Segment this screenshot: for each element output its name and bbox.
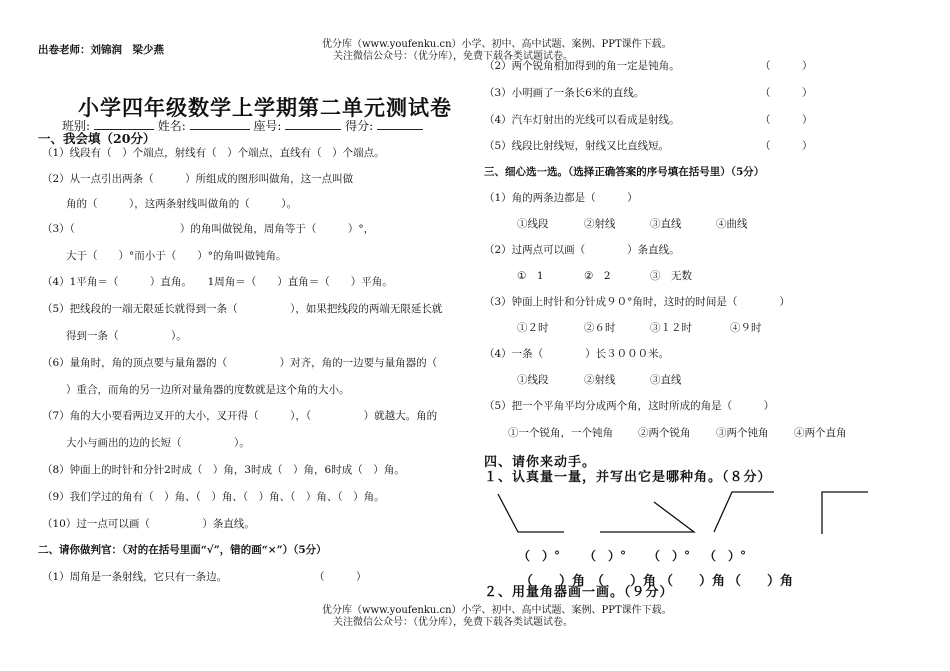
section2-heading: 二、请你做判官：（对的在括号里面“√”，错的画“×”）（5分） bbox=[38, 544, 327, 556]
s2-item-4-paren[interactable]: （ ） bbox=[760, 114, 813, 126]
section1-heading: 一、我会填（20分） bbox=[38, 131, 156, 146]
s1-line-13: （8）钟面上的时针和分针2时成（ ）角，3时成（ ）角，6时成（ ）角。 bbox=[42, 464, 405, 476]
score-blank[interactable] bbox=[377, 117, 423, 130]
angle-figures bbox=[496, 490, 876, 538]
obtuse-angle-figure-2 bbox=[714, 492, 774, 532]
section3-heading: 三、细心选一选。（选择正确答案的序号填在括号里）（5分） bbox=[484, 166, 765, 178]
name-blank[interactable] bbox=[190, 117, 250, 130]
s3-q2-opt-3[interactable]: ③ 无数 bbox=[650, 270, 692, 282]
s1-line-10: ）重合，而角的另一边所对量角器的度数就是这个角的大小。 bbox=[66, 384, 350, 396]
s3-q5-opt-1[interactable]: ①一个锐角，一个钝角 bbox=[508, 427, 613, 439]
s1-line-4: （3）（ ）的角叫做锐角，周角等于（ ）°， bbox=[42, 223, 375, 235]
s3-q3-opt-4[interactable]: ④９时 bbox=[730, 322, 762, 334]
s3-q3-opt-2[interactable]: ②６时 bbox=[584, 322, 616, 334]
s2-item-4: （4）汽车灯射出的光线可以看成是射线。 bbox=[484, 114, 680, 126]
s1-line-12: 大小与画出的边的长短（ ）。 bbox=[66, 437, 250, 449]
obtuse-angle-figure bbox=[498, 494, 564, 532]
s3-q4-stem: （4）一条（ ）长３０００米。 bbox=[484, 348, 670, 360]
s2-item-2-paren[interactable]: （ ） bbox=[760, 60, 813, 72]
s1-line-14: （9）我们学过的角有（ ）角、（ ）角、（ ）角、（ ）角、（ ）角。 bbox=[42, 491, 385, 503]
s3-q3-stem: （3）钟面上时针和分针成９０°角时，这时的时间是（ ） bbox=[484, 296, 790, 308]
s3-q1-opt-4[interactable]: ④曲线 bbox=[716, 218, 748, 230]
seat-label: 座号: bbox=[253, 119, 282, 133]
seat-blank[interactable] bbox=[285, 117, 341, 130]
watermark-line-1: 优分库（www.youfenku.cn）小学、初中、高中试题、案例、PPT课件下载。 bbox=[322, 39, 672, 50]
right-angle-figure bbox=[822, 492, 868, 534]
s1-line-7: （5）把线段的一端无限延长就得到一条（ ），如果把线段的两端无限延长就 bbox=[42, 303, 443, 315]
s2-item-3-paren[interactable]: （ ） bbox=[760, 87, 813, 99]
s3-q4-opt-2[interactable]: ②射线 bbox=[584, 374, 616, 386]
s3-q5-stem: （5）把一个平角平均分成两个角，这时所成的角是（ ） bbox=[484, 400, 775, 412]
s1-line-9: （6）量角时，角的顶点要与量角器的（ ）对齐，角的一边要与量角器的（ bbox=[42, 357, 438, 369]
s2-item-5: （5）线段比射线短，射线又比直线短。 bbox=[484, 140, 670, 152]
score-label: 得分: bbox=[345, 119, 374, 133]
s3-q2-opt-2[interactable]: ② 2 bbox=[584, 270, 611, 282]
s1-line-15: （10）过一点可以画（ ）条直线。 bbox=[42, 518, 255, 530]
degree-blank-1[interactable]: （ ）° bbox=[518, 549, 561, 563]
kind-blank-1[interactable]: （ ）角 bbox=[520, 574, 586, 589]
s3-q2-stem: （2）过两点可以画（ ）条直线。 bbox=[484, 244, 680, 256]
s3-q5-opt-2[interactable]: ②两个锐角 bbox=[638, 427, 691, 439]
footer-line-1: 优分库（www.youfenku.cn）小学、初中、高中试题、案例、PPT课件下载。 bbox=[322, 605, 672, 616]
s1-line-11: （7）角的大小要看两边叉开的大小，叉开得（ ），（ ）就越大。角的 bbox=[42, 410, 438, 422]
section4-heading: 四、请你来动手。 bbox=[484, 455, 597, 470]
s3-q1-opt-1[interactable]: ①线段 bbox=[517, 218, 549, 230]
s1-line-8: 得到一条（ ）。 bbox=[66, 330, 187, 342]
kind-blank-3[interactable]: （ ）角 bbox=[660, 574, 726, 589]
s3-q5-opt-4[interactable]: ④两个直角 bbox=[794, 427, 847, 439]
s1-line-1: （1）线段有（ ）个端点，射线有（ ）个端点，直线有（ ）个端点。 bbox=[42, 147, 385, 159]
name-label: 姓名: bbox=[157, 119, 186, 133]
acute-angle-figure bbox=[600, 502, 694, 532]
footer-line-2: 关注微信公众号：（优分库），免费下载各类试题试卷。 bbox=[333, 617, 573, 628]
watermark-line-2: 关注微信公众号：（优分库），免费下载各类试题试卷。 bbox=[333, 51, 573, 62]
s2-item-1: （1）周角是一条射线，它只有一条边。 bbox=[42, 571, 228, 583]
s3-q2-opt-1[interactable]: ① 1 bbox=[517, 270, 544, 282]
section4-sub2: ２、用量角器画一画。（９分） bbox=[484, 585, 674, 600]
s3-q1-opt-2[interactable]: ②射线 bbox=[584, 218, 616, 230]
section4-sub1: １、认真量一量，并写出它是哪种角。（８分） bbox=[484, 470, 772, 485]
s3-q3-opt-1[interactable]: ①２时 bbox=[517, 322, 549, 334]
s1-line-6: （4）1平角＝（ ）直角。 1周角＝（ ）直角＝（ ）平角。 bbox=[42, 276, 393, 288]
class-label: 班别: bbox=[62, 119, 91, 133]
s2-item-5-paren[interactable]: （ ） bbox=[760, 140, 813, 152]
s3-q4-opt-3[interactable]: ③直线 bbox=[650, 374, 682, 386]
kind-blank-2[interactable]: （ ）角 bbox=[591, 574, 657, 589]
s1-line-5: 大于（ ）°而小于（ ）°的角叫做钝角。 bbox=[66, 250, 287, 262]
s2-item-1-paren[interactable]: （ ） bbox=[314, 571, 367, 583]
s3-q3-opt-3[interactable]: ③１２时 bbox=[650, 322, 692, 334]
s1-line-2: （2）从一点引出两条（ ）所组成的图形叫做角，这一点叫做 bbox=[42, 173, 354, 185]
teacher-names: 出卷老师：刘锦润 梁少燕 bbox=[38, 44, 164, 56]
s2-item-3: （3）小明画了一条长6米的直线。 bbox=[484, 87, 645, 99]
s3-q4-opt-1[interactable]: ①线段 bbox=[517, 374, 549, 386]
s2-item-2: （2）两个锐角相加得到的角一定是钝角。 bbox=[484, 60, 680, 72]
kind-blank-4[interactable]: （ ）角 bbox=[728, 574, 794, 589]
s3-q1-opt-3[interactable]: ③直线 bbox=[650, 218, 682, 230]
class-blank[interactable] bbox=[94, 117, 154, 130]
degree-blank-3[interactable]: （ ）° bbox=[648, 549, 691, 563]
degree-blank-2[interactable]: （ ）° bbox=[584, 549, 627, 563]
s3-q1-stem: （1）角的两条边都是（ ） bbox=[484, 192, 638, 204]
s3-q5-opt-3[interactable]: ③两个钝角 bbox=[716, 427, 769, 439]
degree-blank-4[interactable]: （ ）° bbox=[704, 549, 747, 563]
s1-line-3: 角的（ ），这两条射线叫做角的（ ）。 bbox=[66, 198, 297, 210]
page-title: 小学四年级数学上学期第二单元测试卷 bbox=[78, 95, 452, 120]
